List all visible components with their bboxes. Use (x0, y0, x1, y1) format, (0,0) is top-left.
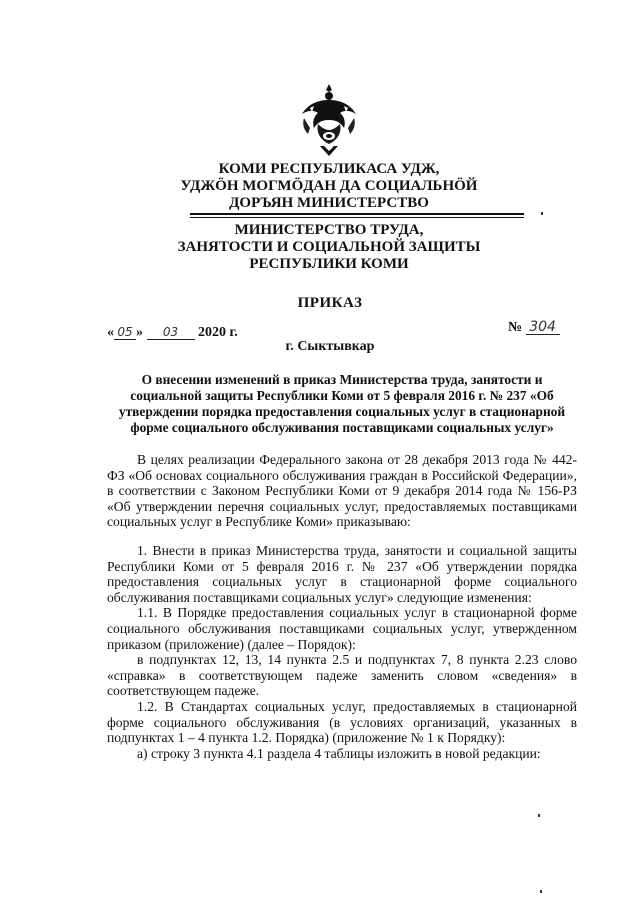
scan-speck (541, 212, 543, 215)
body-paragraph-1: 1. Внести в приказ Министерства труда, занятости и социальной защиты Республики Коми от 5 февраля 2016 г. № 237 «Об утверждении порядка предоставления социальных услуг в стационарной форме социального обслуживания поставщиками социальных услуг» следующие изменения: (107, 542, 577, 605)
body-paragraph-1-1-sub: в подпунктах 12, 13, 14 пункта 2.5 и подпунктах 7, 8 пункта 2.23 слово «справка» в соответствующем падеже заменить словом «сведения» в соответствующем падеже. (107, 652, 577, 699)
title-line: форме социального обслуживания поставщиками социальных услуг» (130, 420, 554, 435)
header-russian-line: МИНИСТЕРСТВО ТРУДА, (234, 222, 424, 238)
title-line: утверждении порядка предоставления социальных услуг в стационарной (118, 404, 566, 419)
header-komi (160, 161, 498, 212)
coat-of-arms-emblem-icon (296, 80, 362, 158)
header-russian (160, 222, 498, 273)
document-body (107, 452, 577, 761)
header-russian-line: ЗАНЯТОСТИ И СОЦИАЛЬНОЙ ЗАЩИТЫ (177, 239, 481, 255)
document-city: г. Сыктывкар (285, 339, 375, 354)
scan-speck (538, 814, 540, 817)
header-divider-thick (190, 213, 524, 215)
body-paragraph-1-2-a: а) строку 3 пункта 4.1 раздела 4 таблицы изложить в новой редакции: (137, 745, 541, 761)
document-type: ПРИКАЗ (297, 295, 363, 311)
header-russian-line: РЕСПУБЛИКИ КОМИ (249, 256, 409, 272)
document-number (508, 320, 560, 336)
header-divider-thin (190, 217, 524, 218)
date-month-handwritten: 03 (147, 325, 195, 340)
body-paragraph-1-1: 1.1. В Порядке предоставления социальных услуг в стационарной форме социального обслуживания поставщиками социальных услуг, утвержденном приказом (приложение) (далее – Порядок): (107, 605, 577, 652)
scan-speck (540, 890, 542, 893)
body-paragraph-preamble: В целях реализации Федерального закона от 28 декабря 2013 года № 442-ФЗ «Об основах социального обслуживания граждан в Российской Федерации», в соответствии с Законом Республики Коми от 9 декабря 2014 года № 156-РЗ «Об утверждении перечня социальных услуг, предоставляемых поставщиками социальных услуг в Республике Коми» приказываю: (107, 452, 577, 530)
title-line: О внесении изменений в приказ Министерства труда, занятости и (141, 372, 543, 387)
number-label: № (508, 320, 523, 335)
date-open-quote: « (107, 325, 114, 340)
header-komi-line: КОМИ РЕСПУБЛИКАСА УДЖ, (218, 161, 440, 177)
date-close-quote: » (136, 325, 143, 340)
date-year: 2020 г. (198, 325, 238, 340)
number-handwritten: 304 (526, 320, 560, 335)
date-day-handwritten: 05 (114, 325, 136, 340)
header-komi-line: УДЖӦН МОГМӦДАН ДА СОЦИАЛЬНӦЙ (180, 178, 478, 194)
body-paragraph-1-2: 1.2. В Стандартах социальных услуг, предоставляемых в стационарной форме социального обслуживания (в условиях организаций, указанных в подпунктах 1 – 4 пункта 1.2. Порядка) (приложение № 1 к Порядку): (107, 698, 577, 746)
document-title (107, 372, 577, 436)
header-komi-line: ДОРЪЯН МИНИСТЕРСТВО (229, 195, 429, 211)
title-line: социальной защиты Республики Коми от 5 февраля 2016 г. № 237 «Об (130, 388, 554, 403)
